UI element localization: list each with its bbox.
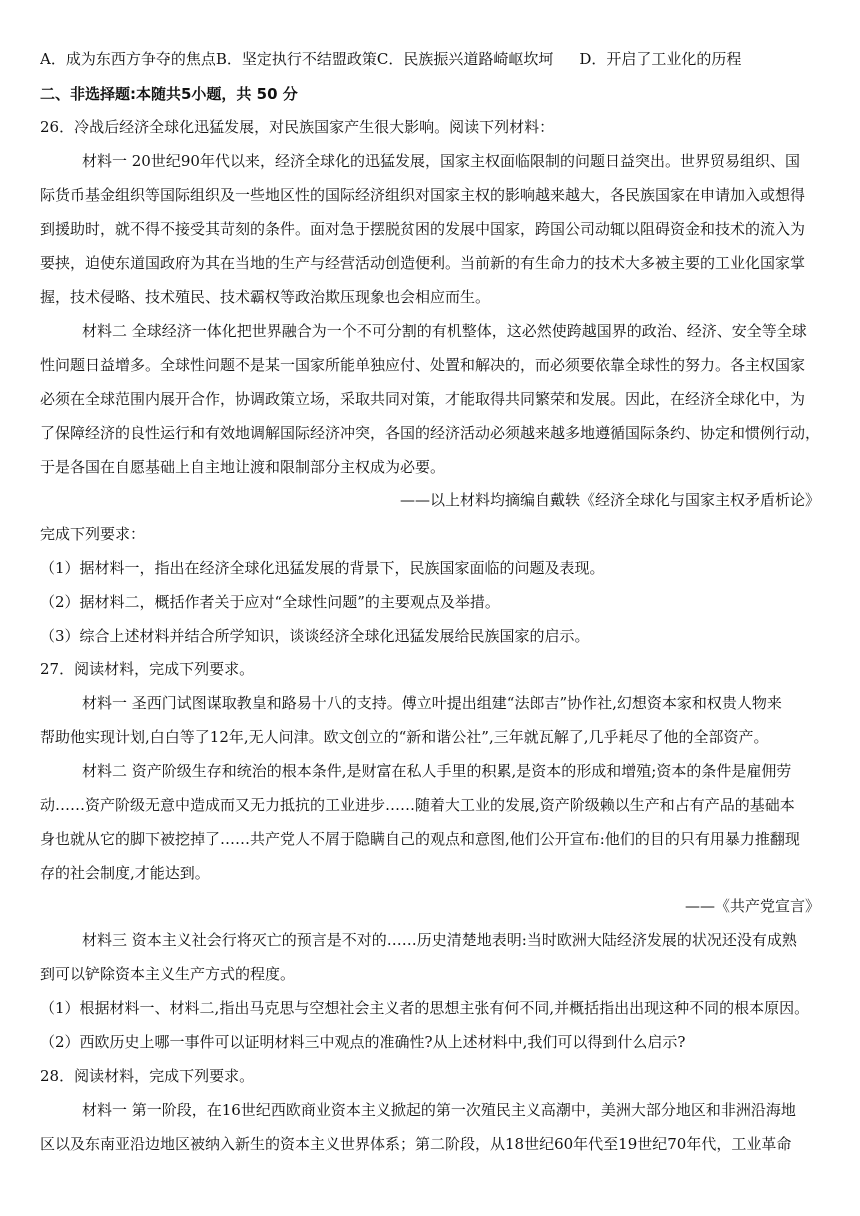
q27-source: ——《共产党宣言》 xyxy=(684,897,820,915)
q28-material1-line: 材料一 第一阶段，在16世纪西欧商业资本主义掀起的第一次殖民主义高潮中，美洲大部分地区和非洲沿海地 xyxy=(82,1101,796,1119)
q26-material1-line: 要挟，迫使东道国政府为其在当地的生产与经营活动创造便利。当前新的有生命力的技术大多被主要的工业化国家掌 xyxy=(40,254,806,272)
q27-stem: 27．阅读材料，完成下列要求。 xyxy=(40,660,255,678)
q27-material2-line: 存的社会制度,才能达到。 xyxy=(40,864,210,882)
option-d: D．开启了工业化的历程 xyxy=(579,50,742,68)
q27-material2-line: 动……资产阶级无意中造成而又无力抵抗的工业进步……随着大工业的发展,资产阶级赖以生产和占有产品的基础本 xyxy=(40,796,795,814)
q26-source: ——以上材料均摘编自戴轶《经济全球化与国家主权矛盾析论》 xyxy=(399,491,820,509)
q27-sub-question: （2）西欧历史上哪一事件可以证明材料三中观点的准确性?从上述材料中,我们可以得到什么启示? xyxy=(40,1033,686,1051)
q27-material1-line: 材料一 圣西门试图谋取教皇和路易十八的支持。傅立叶提出组建“法郎吉”协作社,幻想资本家和权贵人物来 xyxy=(82,694,782,712)
q27-material1-line: 帮助他实现计划,白白等了12年,无人问津。欧文创立的“新和谐公社”,三年就瓦解了,几乎耗尽了他的全部资产。 xyxy=(40,728,769,746)
q26-material2-line: 材料二 全球经济一体化把世界融合为一个不可分割的有机整体，这必然使跨越国界的政治、经济、安全等全球 xyxy=(82,322,807,340)
q27-material3-line: 材料三 资本主义社会行将灭亡的预言是不对的……历史清楚地表明:当时欧洲大陆经济发展的状况还没有成熟 xyxy=(82,931,797,949)
q26-sub-question: （1）据材料一，指出在经济全球化迅猛发展的背景下，民族国家面临的问题及表现。 xyxy=(40,559,605,577)
q27-material2-line: 材料二 资产阶级生存和统治的根本条件,是财富在私人手里的积累,是资本的形成和增殖;资本的条件是雇佣劳 xyxy=(82,762,792,780)
q26-material1-line: 材料一 20世纪90年代以来，经济全球化的迅猛发展，国家主权面临限制的问题日益突出。世界贸易组织、国 xyxy=(82,152,800,170)
q27-material2-line: 身也就从它的脚下被挖掉了……共产党人不屑于隐瞒自己的观点和意图,他们公开宣布:他们的目的只有用暴力推翻现 xyxy=(40,830,800,848)
answer-options xyxy=(40,49,820,69)
q26-sub-question: （2）据材料二，概括作者关于应对“全球性问题”的主要观点及举措。 xyxy=(40,593,500,611)
q26-material1-line: 际货币基金组织等国际组织及一些地区性的国际经济组织对国家主权的影响越来越大，各民族国家在申请加入或想得 xyxy=(40,186,806,204)
q26-material2-line: 于是各国在自愿基础上自主地让渡和限制部分主权成为必要。 xyxy=(40,458,446,476)
q26-requirement: 完成下列要求： xyxy=(40,525,146,543)
q26-material2-line: 了保障经济的良性运行和有效地调解国际经济冲突，各国的经济活动必须越来越多地遵循国际条约、协定和惯例行动， xyxy=(40,424,820,442)
q26-material2-line: 必须在全球范围内展开合作，协调政策立场，采取共同对策，才能取得共同繁荣和发展。因此，在经济全球化中，为 xyxy=(40,390,806,408)
option-a: A．成为东西方争夺的焦点 xyxy=(40,50,216,68)
q27-sub-question: （1）根据材料一、材料二,指出马克思与空想社会主义者的思想主张有何不同,并概括指出出现这种不同的根本原因。 xyxy=(40,999,810,1017)
q28-stem: 28．阅读材料，完成下列要求。 xyxy=(40,1067,255,1085)
option-b: B．坚定执行不结盟政策 xyxy=(215,50,377,68)
q28-material1-line: 区以及东南亚沿边地区被纳入新生的资本主义世界体系；第二阶段，从18世纪60年代至19世纪70年代，工业革命 xyxy=(40,1135,792,1153)
q26-material1-line: 到援助时，就不得不接受其苛刻的条件。面对急于摆脱贫困的发展中国家，跨国公司动辄以阻碍资金和技术的流入为 xyxy=(40,220,806,238)
section-title: 二、非选择题:本随共5小题，共 50 分 xyxy=(40,85,298,103)
q26-material1-line: 握，技术侵略、技术殖民、技术霸权等政治欺压现象也会相应而生。 xyxy=(40,288,491,306)
option-c: C．民族振兴道路崎岖坎坷 xyxy=(376,50,554,68)
q27-material3-line: 到可以铲除资本主义生产方式的程度。 xyxy=(40,965,296,983)
q26-material2-line: 性问题日益增多。全球性问题不是某一国家所能单独应付、处置和解决的，而必须要依靠全球性的努力。各主权国家 xyxy=(40,356,806,374)
q26-sub-question: （3）综合上述材料并结合所学知识，谈谈经济全球化迅猛发展给民族国家的启示。 xyxy=(40,627,590,645)
q26-stem: 26．冷战后经济全球化迅猛发展，对民族国家产生很大影响。阅读下列材料： xyxy=(40,118,555,136)
